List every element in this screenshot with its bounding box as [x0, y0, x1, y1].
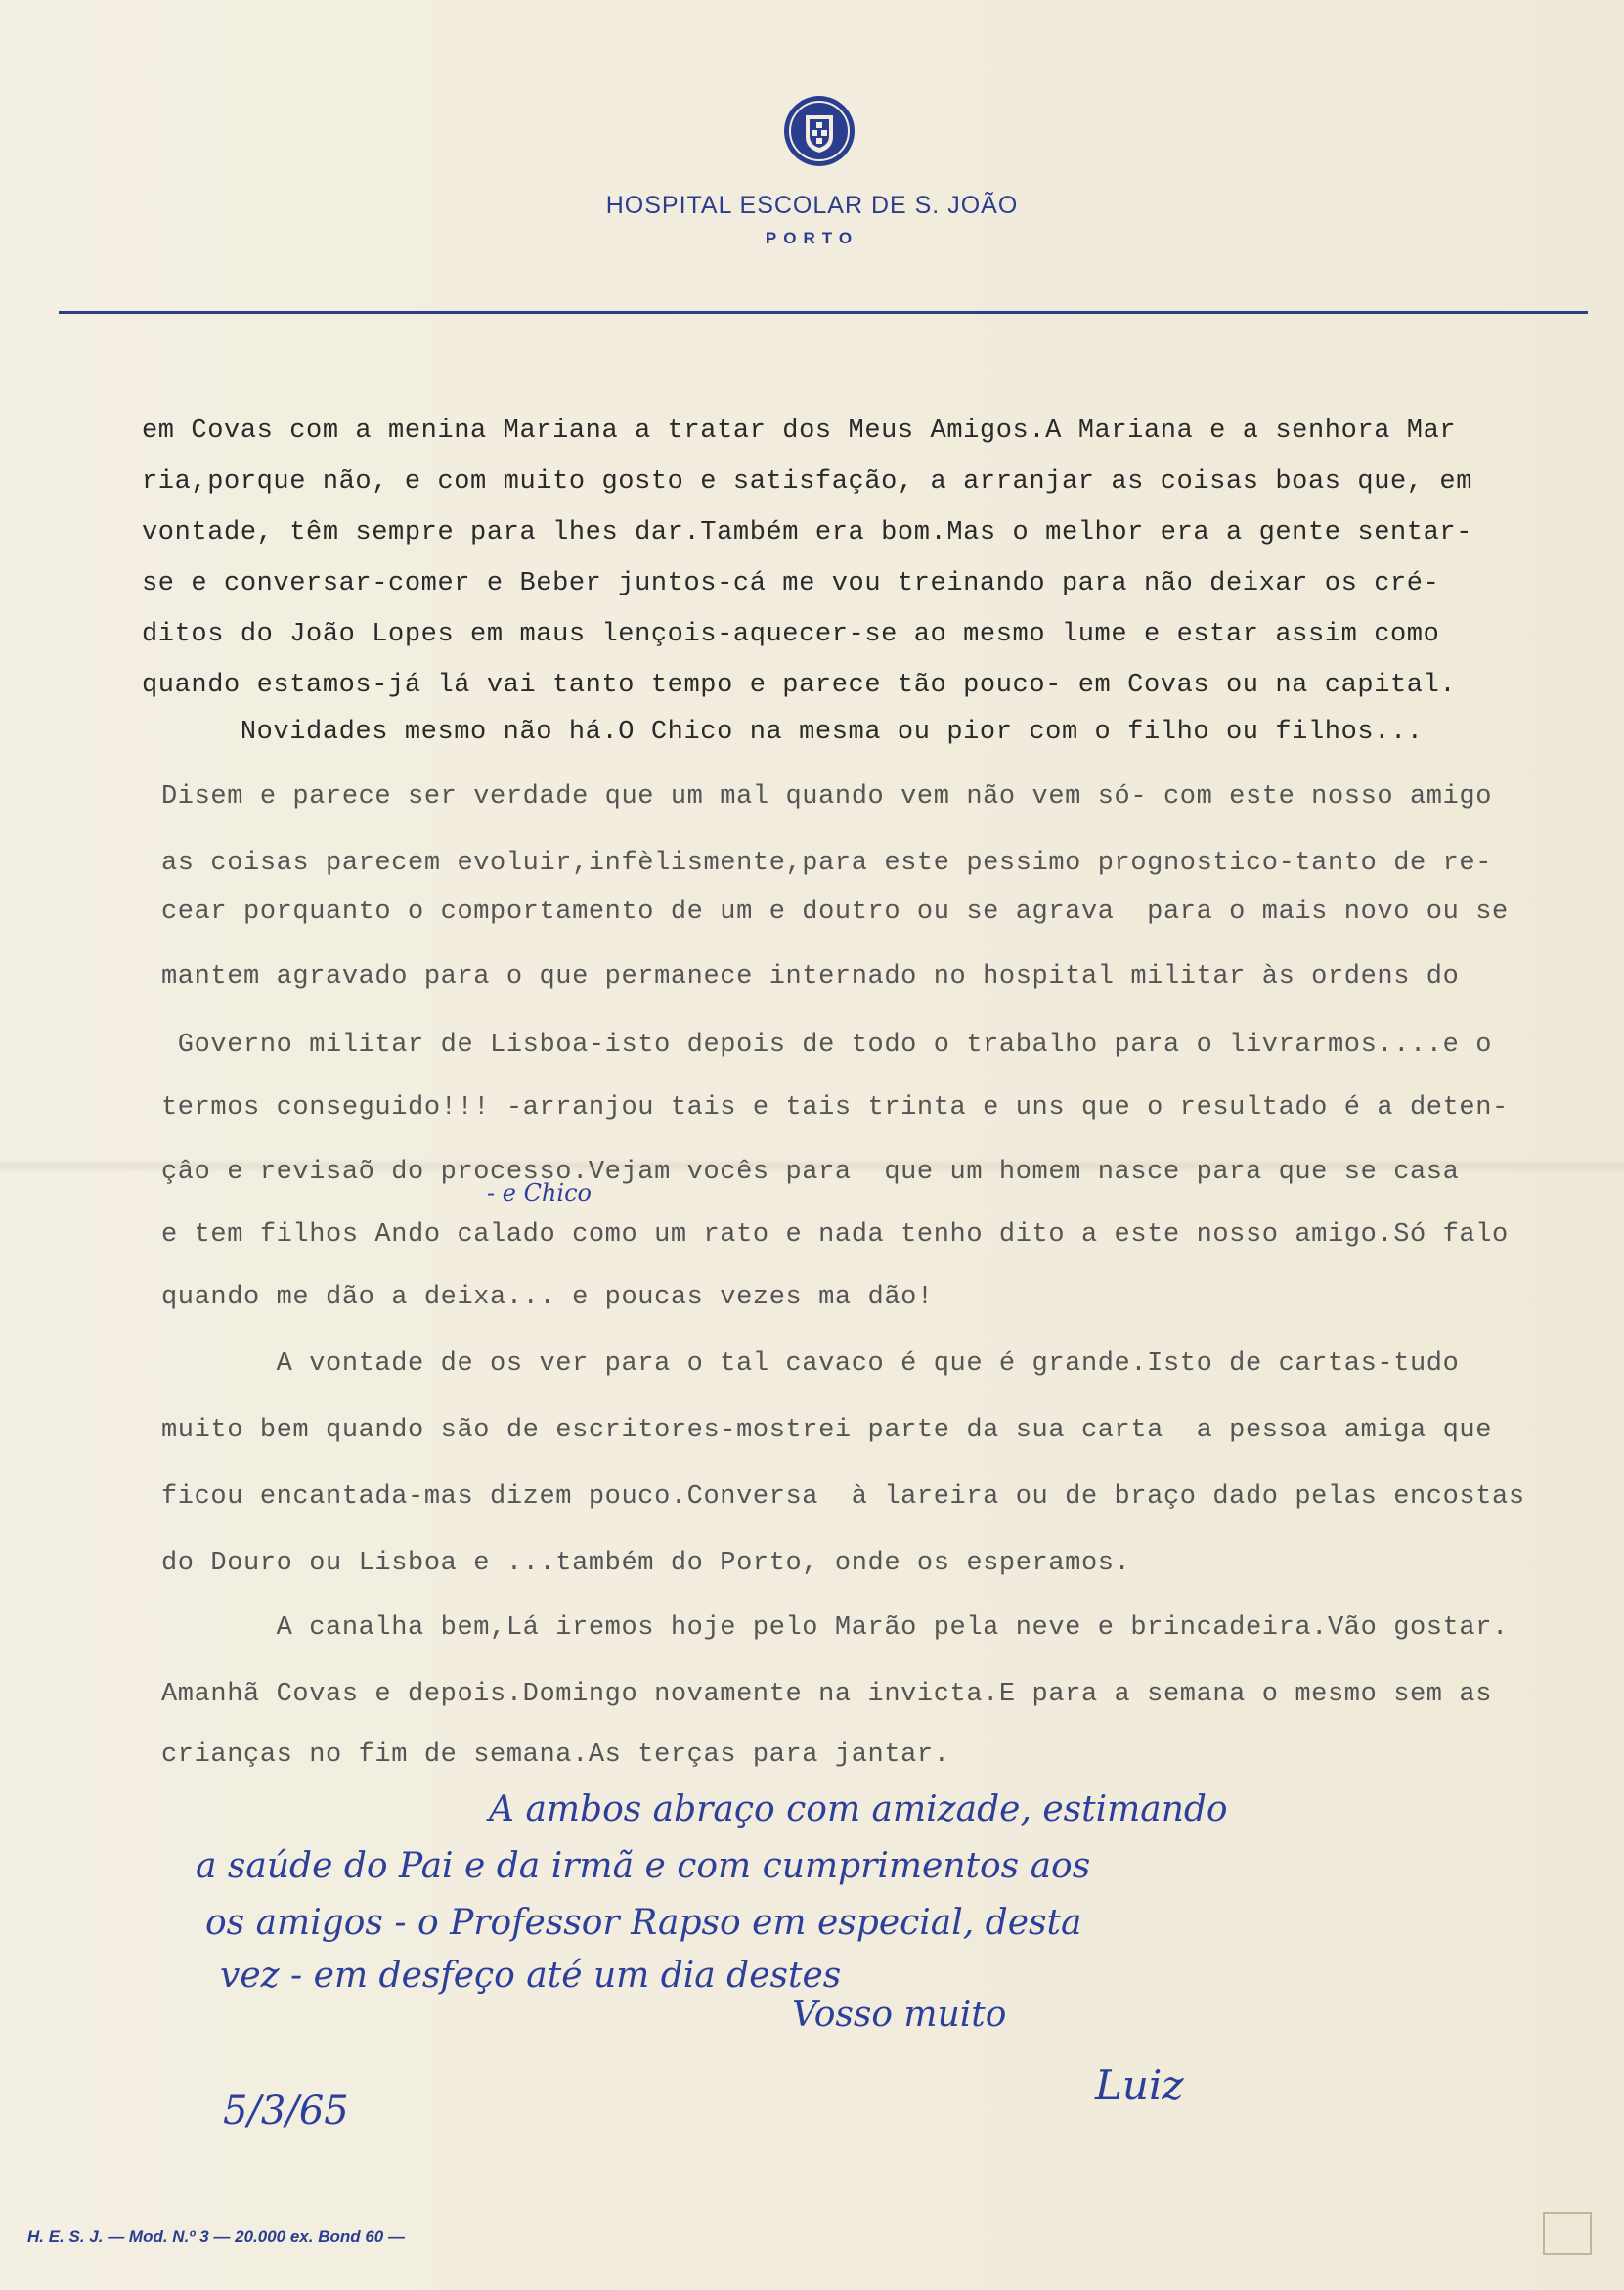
body-line: cear porquanto o comportamento de um e doutro ou se agrava para o mais novo ou se — [161, 898, 1509, 927]
body-line: as coisas parecem evoluir,infèlismente,para este pessimo prognostico-tanto de re- — [161, 849, 1493, 878]
body-line: A canalha bem,Lá iremos hoje pelo Marão pela neve e brincadeira.Vão gostar. — [161, 1613, 1509, 1643]
body-line: Disem e parece ser verdade que um mal quando vem não vem só- com este nosso amigo — [161, 782, 1493, 812]
body-line: ficou encantada-mas dizem pouco.Conversa à lareira ou de braço dado pelas encostas — [161, 1482, 1525, 1512]
body-line: Novidades mesmo não há.O Chico na mesma ou pior com o filho ou filhos... — [142, 718, 1424, 747]
handwritten-line: A ambos abraço com amizade, estimando — [489, 1789, 1228, 1829]
body-line: vontade, têm sempre para lhes dar.Também era bom.Mas o melhor era a gente sentar- — [142, 518, 1473, 548]
handwritten-line: vez - em desfeço até um dia destes — [220, 1956, 842, 1996]
organization-name: HOSPITAL ESCOLAR DE S. JOÃO — [605, 192, 1019, 219]
body-line: termos conseguido!!! -arranjou tais e tais trinta e uns que o resultado é a deten- — [161, 1093, 1509, 1123]
hospital-seal-icon — [782, 94, 856, 168]
letter-date: 5/3/65 — [223, 2089, 349, 2134]
body-line: e tem filhos Ando calado como um rato e nada tenho dito a este nosso amigo.Só falo — [161, 1220, 1509, 1250]
archive-stamp-icon — [1543, 2212, 1592, 2255]
body-line: quando estamos-já lá vai tanto tempo e parece tão pouco- em Covas ou na capital. — [142, 671, 1457, 700]
body-line: ditos do João Lopes em maus lençois-aquecer-se ao mesmo lume e estar assim como — [142, 620, 1440, 649]
handwritten-line: os amigos - o Professor Rapso em especial, desta — [205, 1903, 1082, 1943]
body-line: Governo militar de Lisboa-isto depois de todo o trabalho para o livrarmos....e o — [161, 1031, 1493, 1060]
letterhead — [0, 0, 1624, 313]
body-line: A vontade de os ver para o tal cavaco é que é grande.Isto de cartas-tudo — [161, 1349, 1460, 1379]
body-line: do Douro ou Lisboa e ...também do Porto, onde os esperamos. — [161, 1549, 1131, 1578]
organization-city: PORTO — [765, 229, 859, 247]
body-line: se e conversar-comer e Beber juntos-cá me vou treinando para não deixar os cré- — [142, 569, 1440, 598]
body-line: Amanhã Covas e depois.Domingo novamente na invicta.E para a semana o mesmo sem as — [161, 1680, 1493, 1709]
print-code: H. E. S. J. — Mod. N.º 3 — 20.000 ex. Bond 60 — — [27, 2227, 405, 2246]
signature: Luiz — [1095, 2061, 1184, 2109]
handwritten-line: a saúde do Pai e da irmã e com cumprimentos aos — [196, 1846, 1091, 1886]
body-line: quando me dão a deixa... e poucas vezes ma dão! — [161, 1283, 934, 1312]
handwritten-insertion: - e Chico — [487, 1179, 592, 1207]
body-line: mantem agravado para o que permanece internado no hospital militar às ordens do — [161, 962, 1460, 991]
body-line: crianças no fim de semana.As terças para jantar. — [161, 1740, 950, 1770]
handwritten-line: Vosso muito — [792, 1995, 1007, 2035]
body-line: muito bem quando são de escritores-mostrei parte da sua carta a pessoa amiga que — [161, 1416, 1493, 1445]
body-line: em Covas com a menina Mariana a tratar dos Meus Amigos.A Mariana e a senhora Mar — [142, 417, 1457, 446]
body-line: çâo e revisaõ do processo.Vejam vocês para que um homem nasce para que se casa — [161, 1158, 1460, 1187]
body-line: ria,porque não, e com muito gosto e satisfação, a arranjar as coisas boas que, em — [142, 467, 1473, 497]
letterhead-divider — [59, 311, 1588, 314]
